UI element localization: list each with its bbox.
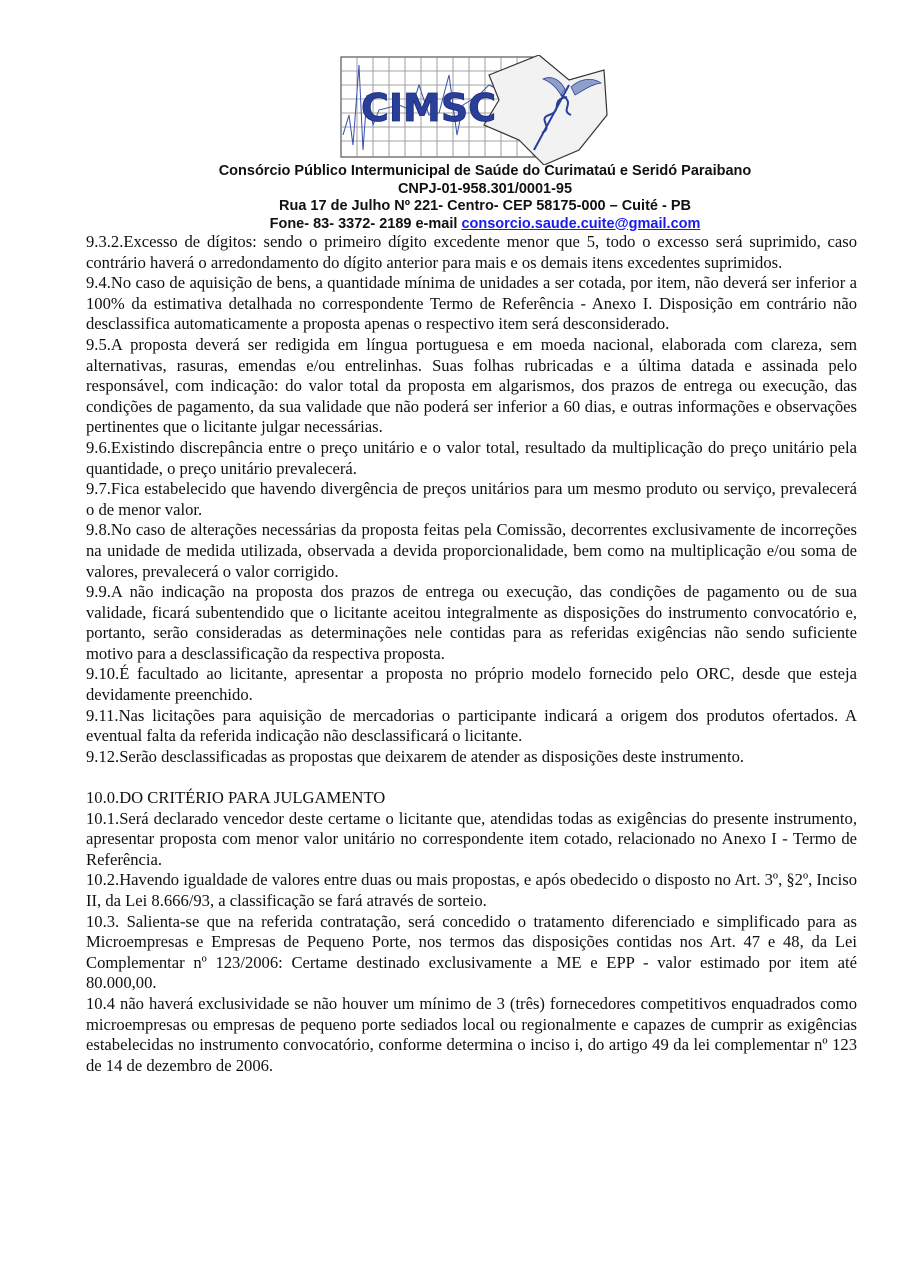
clause-9-12: 9.12.Serão desclassificadas as propostas que deixarem de atender as disposições deste instrumento. [86, 746, 745, 766]
clause-9-4: 9.4.No caso de aquisição de bens, a quantidade mínima de unidades a ser cotada, por item, não deverá ser inferior a 100% da estimativa detalhada no correspondente Termo de Referência - Anexo I. Disposição em contrário não desclassifica automaticamente a proposta apenas o respectivo item será desconsiderado. [86, 273, 857, 334]
clause-9-8: 9.8.No caso de alterações necessárias da proposta feitas pela Comissão, decorrentes exclusivamente de incorreções na unidade de medida utilizada, observada a devida proporcionalidade, bem como na multiplicação e/ou soma de valores, prevalecerá o valor corrigido. [86, 520, 857, 581]
email-link[interactable]: consorcio.saude.cuite@gmail.com [461, 215, 701, 232]
org-cnpj: CNPJ-01-958.301/0001-95 [397, 180, 573, 197]
section-10-heading: 10.0.DO CRITÉRIO PARA JULGAMENTO [86, 788, 386, 808]
logo-text: CIMSC [361, 86, 497, 130]
clause-9-6: 9.6.Existindo discrepância entre o preço unitário e o valor total, resultado da multiplicação do preço unitário pela quantidade, o preço unitário prevalecerá. [86, 437, 857, 478]
letterhead [0, 163, 900, 233]
document-body [86, 232, 857, 1076]
org-name: Consórcio Público Intermunicipal de Saúde do Curimataú e Seridó Paraibano [218, 163, 752, 179]
clause-9-3-2: 9.3.2.Excesso de dígitos: sendo o primeiro dígito excedente menor que 5, todo o excesso será suprimido, caso contrário haverá o arredondamento do dígito anterior para mais e os demais itens excedentes suprimidos. [86, 232, 857, 272]
section-spacer [86, 767, 857, 788]
cimsc-logo [339, 55, 609, 165]
clause-10-4: 10.4 não haverá exclusividade se não houver um mínimo de 3 (três) fornecedores competitivos enquadrados como microempresas ou empresas de pequeno porte sediados local ou regionalmente e capazes de cumprir as exigências estabelecidas no instrumento convocatório, conforme determina o inciso i, do artigo 49 da lei complementar nº 123 de 14 de dezembro de 2006. [86, 993, 857, 1075]
clause-9-9: 9.9.A não indicação na proposta dos prazos de entrega ou execução, das condições de pagamento ou de sua validade, ficará subentendido que o licitante aceitou integralmente as disposições do instrumento convocatório e, portanto, serão consideradas as determinações nele contidas para as referidas exigências não sendo suficiente motivo para a desclassificação da respectiva proposta. [86, 582, 857, 663]
org-contact [0, 216, 900, 234]
clause-10-2: 10.2.Havendo igualdade de valores entre duas ou mais propostas, e após obedecido o disposto no Art. 3º, §2º, Inciso II, da Lei 8.666/93, a classificação se fará através de sorteio. [86, 870, 857, 910]
clause-9-10: 9.10.É facultado ao licitante, apresentar a proposta no próprio modelo fornecido pelo ORC, desde que esteja devidamente preenchido. [86, 664, 857, 705]
clause-9-5: 9.5.A proposta deverá ser redigida em língua portuguesa e em moeda nacional, elaborada com clareza, sem alternativas, rasuras, emendas e/ou entrelinhas. Suas folhas rubricadas e a última datada e assinada pelo responsável, com indicação: do valor total da proposta em algarismos, dos prazos de entrega ou execução, das condições de pagamento, da sua validade que não poderá ser inferior a 60 dias, e outras informações e observações pertinentes que o licitante julgar necessárias. [86, 334, 857, 437]
org-address: Rua 17 de Julho Nº 221- Centro- CEP 58175-000 – Cuité - PB [279, 198, 691, 214]
phone-text: Fone- 83- 3372- 2189 e-mail [269, 215, 462, 232]
clause-10-3: 10.3. Salienta-se que na referida contratação, será concedido o tratamento diferenciado e simplificado para as Microempresas e Empresas de Pequeno Porte, nos termos das disposições contidas nos Art. 47 e 48, da Lei Complementar nº 123/2006: Certame destinado exclusivamente a ME e EPP - valor estimado por item até 80.000,00. [86, 911, 857, 993]
clause-9-7: 9.7.Fica estabelecido que havendo divergência de preços unitários para um mesmo produto ou serviço, prevalecerá o de menor valor. [86, 479, 857, 519]
clause-9-11: 9.11.Nas licitações para aquisição de mercadorias o participante indicará a origem dos produtos ofertados. A eventual falta da referida indicação não desclassificará o licitante. [86, 705, 857, 746]
clause-10-1: 10.1.Será declarado vencedor deste certame o licitante que, atendidas todas as exigências do presente instrumento, apresentar proposta com menor valor unitário no correspondente item cotado, relacionado no Anexo I - Termo de Referência. [86, 808, 857, 869]
